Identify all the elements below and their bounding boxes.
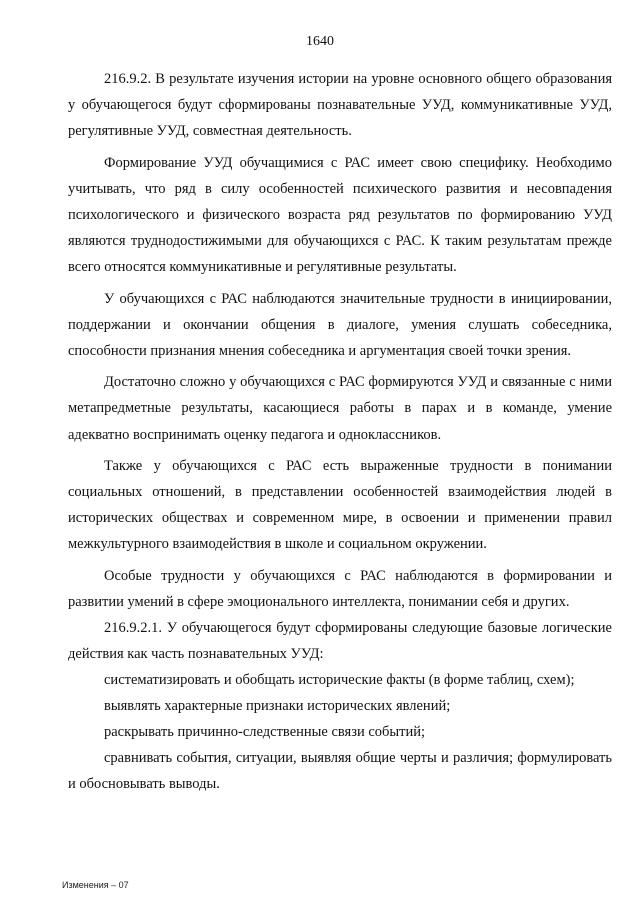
document-body (68, 66, 612, 797)
paragraph-uud-specifics: Формирование УУД обучащимися с РАС имеет свою специфику. Необходимо учитывать, что ряд в силу особенностей психического развития и несовпадения психологического и физического возраста ряд результатов по формированию УУД являются труднодостижимыми для обучающихся с РАС. К таким результатам прежде всего относятся коммуникативные и регулятивные результаты. (68, 154, 612, 276)
paragraph-social-relations: Также у обучающихся с РАС есть выраженные трудности в понимании социальных отношений, в представлении особенностей взаимодействия людей в исторических обществах и современном мире, в освоении и применении правил межкультурного взаимодействия в школе и социальном окружении. (68, 457, 612, 553)
paragraph-216-9-2: 216.9.2. В результате изучения истории на уровне основного общего образования у обучающегося будут сформированы познавательные УУД, коммуникативные УУД, регулятивные УУД, совместная деятельность. (68, 71, 612, 140)
paragraph-communication-difficulties: У обучающихся с РАС наблюдаются значительные трудности в инициировании, поддержании и окончании общения в диалоге, умения слушать собеседника, способности признания мнения собеседника и аргументация своей точки зрения. (68, 290, 612, 360)
paragraph-emotional-intelligence: Особые трудности у обучающихся с РАС наблюдаются в формировании и развитии умений в сфере эмоционального интеллекта, понимании себя и других. (68, 567, 612, 610)
footer-revision-note: Изменения – 07 (62, 880, 129, 890)
paragraph-teamwork: Достаточно сложно у обучающихся с РАС формируются УУД и связанные с ними метапредметные результаты, касающиеся работы в парах и в команде, умение адекватно воспринимать оценку педагога и одноклассников. (68, 374, 612, 443)
list-item: систематизировать и обобщать исторические факты (в форме таблиц, схем); (104, 672, 575, 689)
list-item: выявлять характерные признаки исторических явлений; (104, 698, 451, 715)
list-item: сравнивать события, ситуации, выявляя общие черты и различия; формулировать и обосновывать выводы. (68, 750, 612, 793)
page-number: 1640 (306, 34, 334, 49)
paragraph-216-9-2-1: 216.9.2.1. У обучающегося будут сформированы следующие базовые логические действия как часть познавательных УУД: (68, 620, 612, 663)
list-item: раскрывать причинно-следственные связи событий; (104, 724, 426, 741)
